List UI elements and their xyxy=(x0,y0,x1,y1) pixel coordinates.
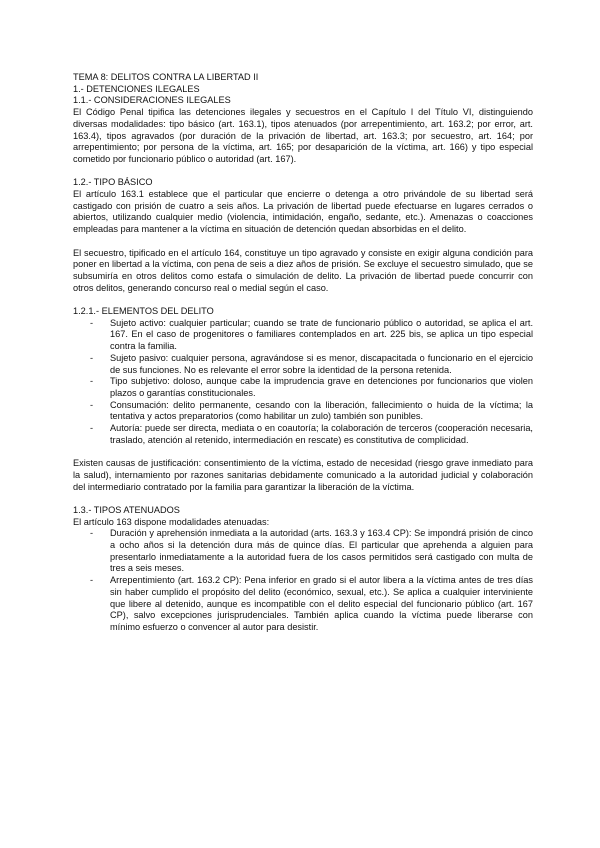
list-item-text: Tipo subjetivo: doloso, aunque cabe la imprudencia grave en detenciones por funcionarios que violen plazos o garantías constitucionales. xyxy=(110,376,533,398)
spacer xyxy=(73,166,533,178)
section-heading-1: 1.- DETENCIONES ILEGALES xyxy=(73,83,200,94)
bullet-dash: - xyxy=(90,352,94,363)
list-item xyxy=(73,528,533,575)
bullet-dash: - xyxy=(90,423,94,434)
paragraph-consideraciones: El Código Penal tipifica las detenciones ilegales y secuestros en el Capítulo I del Título VI, distinguiendo diversas modalidades: tipo básico (art. 163.1), tipos atenuados (por arrepentimiento, art. 163.2; por error, art. 163.4), tipos agravados (por duración de la privación de libertad, art. 163.3; por secuestro, art. 164; por arrepentimiento; por persona de la víctima, art. 165; por desaparición de la víctima, art. 166) y tipo especial cometido por funcionario público o autoridad (art. 167). xyxy=(73,107,533,164)
document-title: TEMA 8: DELITOS CONTRA LA LIBERTAD II xyxy=(73,72,259,82)
paragraph-tipo-basico: El artículo 163.1 establece que el particular que encierre o detenga a otro privándole de su libertad será castigado con prisión de cuatro a seis años. La privación de libertad puede efectuarse en lugares cerrados o abiertos, utilizando cualquier medio (violencia, intimidación, engaño, sedante, etc.). Amenazas o coacciones empleadas para mantener a la víctima en situación de detención quedan absorbidas en el delito. xyxy=(73,189,533,235)
list-item xyxy=(73,400,533,423)
section-heading-1-2: 1.2.- TIPO BÁSICO xyxy=(73,177,153,188)
bullet-dash: - xyxy=(90,317,94,328)
list-item xyxy=(73,376,533,399)
paragraph-secuestro: El secuestro, tipificado en el artículo 164, constituye un tipo agravado y consiste en exigir alguna condición para poner en libertad a la víctima, con pena de seis a diez años de prisión. Se excluye el secuestro simulado, que se subsumiría en otros delitos como estafa o simulación de delito. La privación de libertad puede concurrir con otros delitos, generando concurso real o medial según el caso. xyxy=(73,247,533,293)
paragraph-justificacion: Existen causas de justificación: consentimiento de la víctima, estado de necesidad (riesgo grave inmediato para la salud), internamiento por razones sanitarias debidamente comunicado a la autoridad judicial y colaboración del intermediario contratado por la familia para garantizar la liberación de la víctima. xyxy=(73,458,533,492)
document-body xyxy=(73,72,533,634)
spacer xyxy=(73,446,533,458)
list-item xyxy=(73,423,533,446)
list-item-text: Duración y aprehensión inmediata a la autoridad (arts. 163.3 y 163.4 CP): Se impondrá prisión de cinco a ocho años si la detención dura más de quince días. El particular que aprehenda a alguien para presentarlo inmediatamente a la autoridad fuera de los casos permitidos será castigado con multa de tres a seis meses. xyxy=(110,528,533,574)
list-item xyxy=(73,575,533,634)
spacer xyxy=(73,493,533,505)
atenuados-list xyxy=(73,528,533,633)
list-item-text: Arrepentimiento (art. 163.2 CP): Pena inferior en grado si el autor libera a la víctima antes de tres días sin haber cumplido el propósito del delito (económico, sexual, etc.). Se aplica a cualquier interviniente que libere al detenido, aunque es incompatible con el delito especial del funcionario público (art. 167 CP), salvo excepciones jurisprudenciales. También aplica cuando la víctima puede liberarse con mínimo esfuerzo o convencer al autor para desistir. xyxy=(110,575,533,632)
bullet-dash: - xyxy=(90,376,94,387)
list-item-text: Sujeto activo: cualquier particular; cuando se trate de funcionario público o autoridad, se aplica el art. 167. En el caso de progenitores o familiares contemplados en art. 225 bis, se aplica un tipo especial contra la familia. xyxy=(110,317,533,352)
list-item xyxy=(73,353,533,376)
list-item-text: Sujeto pasivo: cualquier persona, agravándose si es menor, discapacitada o funcionario en el ejercicio de sus funciones. No es relevante el error sobre la identidad de la persona retenida. xyxy=(110,352,533,375)
bullet-dash: - xyxy=(90,399,94,410)
bullet-dash: - xyxy=(90,575,94,586)
list-item xyxy=(73,318,533,353)
bullet-dash: - xyxy=(90,528,94,539)
spacer xyxy=(73,294,533,306)
list-item-text: Autoría: puede ser directa, mediata o en coautoría; la colaboración de terceros (cooperación necesaria, traslado, atención al retenido, intermediación en rescate) es constitutiva de complicidad. xyxy=(110,423,533,445)
elementos-list xyxy=(73,318,533,447)
list-item-text: Consumación: delito permanente, cesando con la liberación, fallecimiento o huida de la víctima; la tentativa y actos preparatorios (como habilitar un zulo) también son punibles. xyxy=(110,399,533,422)
spacer xyxy=(73,236,533,248)
section-heading-1-3: 1.3.- TIPOS ATENUADOS xyxy=(73,504,180,515)
section-heading-1-1: 1.1.- CONSIDERACIONES ILEGALES xyxy=(73,95,231,106)
section-heading-1-2-1: 1.2.1.- ELEMENTOS DEL DELITO xyxy=(73,306,214,317)
paragraph-atenuados-intro: El artículo 163 dispone modalidades atenuadas: xyxy=(73,516,270,527)
